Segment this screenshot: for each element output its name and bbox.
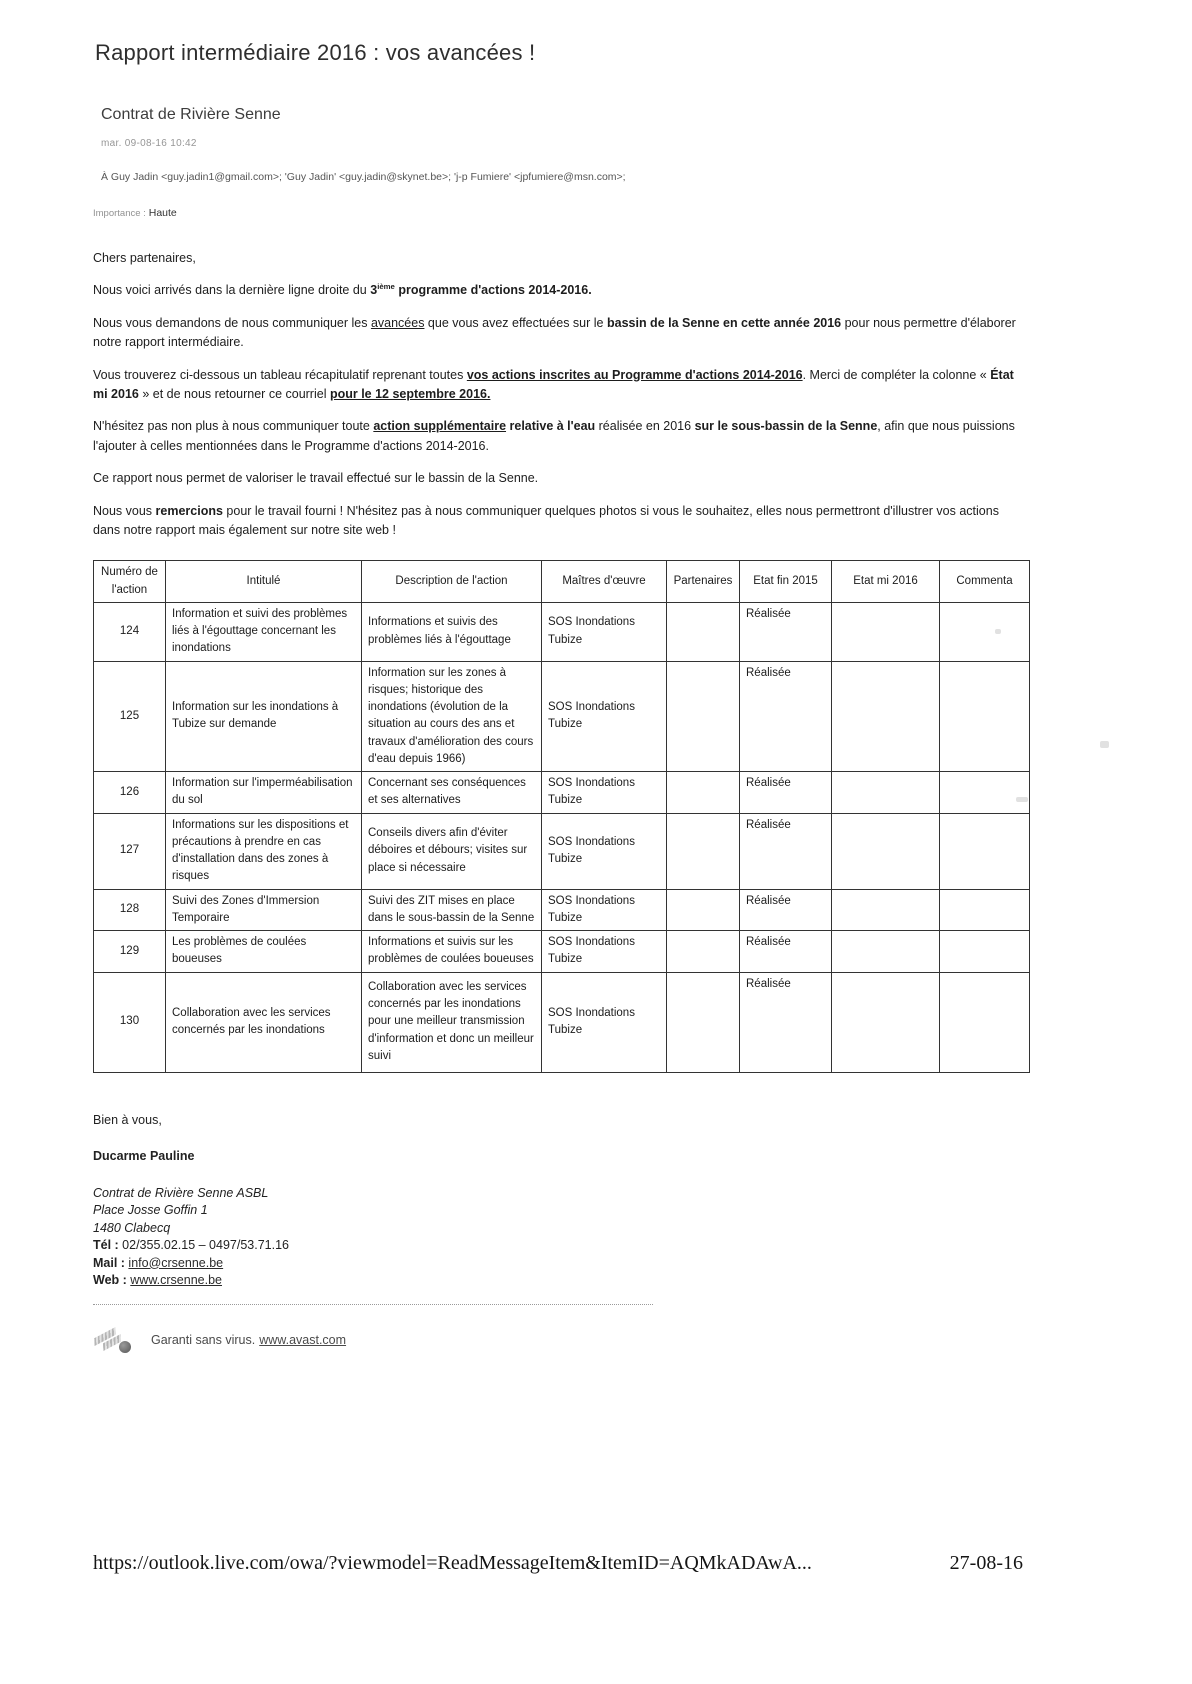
signature-divider (93, 1304, 653, 1305)
table-cell: 127 (94, 813, 166, 889)
table-cell: SOS Inondations Tubize (542, 813, 667, 889)
signature-address-line2: 1480 Clabecq (93, 1220, 171, 1235)
column-header-description: Description de l'action (362, 561, 542, 603)
print-footer-url: https://outlook.live.com/owa/?viewmodel=ReadMessageItem&ItemID=AQMkADAwA... (93, 1552, 812, 1574)
table-cell: Réalisée (740, 813, 832, 889)
column-header-maitres: Maîtres d'œuvre (542, 561, 667, 603)
table-cell: SOS Inondations Tubize (542, 889, 667, 931)
table-cell: SOS Inondations Tubize (542, 931, 667, 973)
table-cell (667, 889, 740, 931)
table-cell: Suivi des Zones d'Immersion Temporaire (166, 889, 362, 931)
email-importance (93, 207, 1033, 219)
table-cell: Collaboration avec les services concernés par les inondations pour une meilleur transmission d'information et donc un meilleur suivi (362, 972, 542, 1072)
importance-label: Importance : (93, 208, 146, 219)
paragraph-greeting: Chers partenaires, (93, 251, 196, 265)
table-cell: SOS Inondations Tubize (542, 972, 667, 1072)
table-header-row (94, 561, 1030, 603)
column-header-etat-mi-2016: Etat mi 2016 (832, 561, 940, 603)
table-cell (667, 602, 740, 661)
signature-phone (93, 1237, 1033, 1255)
table-cell: SOS Inondations Tubize (542, 661, 667, 772)
paragraph-request: Nous vous demandons de nous communiquer les avancées que vous avez effectuées sur le bassin de la Senne en cette année 2016 pour nous permettre d'élaborer notre rapport intermédiaire. (93, 315, 1016, 350)
table-cell: Informations et suivis sur les problèmes de coulées boueuses (362, 931, 542, 973)
table-cell: Informations sur les dispositions et précautions à prendre en cas d'installation dans des zones à risques (166, 813, 362, 889)
signature-name: Ducarme Pauline (93, 1148, 195, 1163)
table-cell: Informations et suivis des problèmes liés à l'égouttage (362, 602, 542, 661)
paragraph-table-info: Vous trouverez ci-dessous un tableau récapitulatif reprenant toutes vos actions inscrites au Programme d'actions 2014-2016. Merci de compléter la colonne « État mi 2016 » et de nous retourner ce courriel pour le 12 septembre 2016. (93, 367, 1014, 402)
table-cell (832, 931, 940, 973)
table-cell: Information sur les zones à risques; historique des inondations (évolution de la situation au cours des ans et travaux d'amélioration des cours d'eau depuis 1966) (362, 661, 542, 772)
signature-org: Contrat de Rivière Senne ASBL (93, 1185, 269, 1200)
mail-label: Mail : (93, 1255, 129, 1270)
antivirus-text: Garanti sans virus. (151, 1332, 256, 1347)
table-cell (940, 972, 1030, 1072)
table-cell: Information et suivi des problèmes liés à l'égouttage concernant les inondations (166, 602, 362, 661)
table-cell (940, 813, 1030, 889)
table-cell: 126 (94, 772, 166, 814)
table-row (94, 602, 1030, 661)
table-cell: 125 (94, 661, 166, 772)
table-cell (832, 972, 940, 1072)
table-cell (667, 813, 740, 889)
scan-artifact (1016, 797, 1028, 802)
column-header-partenaires: Partenaires (667, 561, 740, 603)
table-row (94, 772, 1030, 814)
paragraph-valorisation: Ce rapport nous permet de valoriser le travail effectué sur le bassin de la Senne. (93, 471, 539, 486)
scan-artifact (1100, 741, 1109, 748)
table-cell (832, 889, 940, 931)
table-cell (667, 972, 740, 1072)
table-cell: 124 (94, 602, 166, 661)
table-cell (940, 661, 1030, 772)
email-body (93, 249, 1033, 540)
print-footer (93, 1552, 1023, 1575)
table-row (94, 813, 1030, 889)
table-cell (667, 772, 740, 814)
signature-web (93, 1272, 1033, 1290)
signature-block (93, 1185, 1033, 1290)
paragraph-extra-actions: N'hésitez pas non plus à nous communiquer toute action supplémentaire relative à l'eau réalisée en 2016 sur le sous-bassin de la Senne, afin que nous puissions l'ajouter à celles mentionnées dans le Programme d'actions 2014-2016. (93, 419, 1015, 453)
table-cell: Réalisée (740, 972, 832, 1072)
table-cell (832, 661, 940, 772)
phone-value: 02/355.02.15 – 0497/53.71.16 (118, 1238, 289, 1253)
actions-table (93, 560, 1030, 1072)
signature-closing: Bien à vous, (93, 1112, 162, 1127)
table-cell: Collaboration avec les services concernés par les inondations (166, 972, 362, 1072)
avast-logo-icon (93, 1327, 135, 1353)
table-cell (832, 772, 940, 814)
table-cell: Information sur l'imperméabilisation du sol (166, 772, 362, 814)
scan-artifact (995, 629, 1001, 634)
antivirus-banner (93, 1327, 1033, 1353)
column-header-intitule: Intitulé (166, 561, 362, 603)
table-cell: Réalisée (740, 931, 832, 973)
table-cell: Réalisée (740, 661, 832, 772)
web-label: Web : (93, 1273, 131, 1288)
column-header-numero: Numéro de l'action (94, 561, 166, 603)
table-cell (940, 889, 1030, 931)
phone-label: Tél : (93, 1238, 119, 1253)
table-cell (940, 602, 1030, 661)
table-row (94, 889, 1030, 931)
table-row (94, 931, 1030, 973)
paragraph-intro: Nous voici arrivés dans la dernière ligne droite du 3ième programme d'actions 2014-2016. (93, 282, 592, 298)
table-cell: Réalisée (740, 772, 832, 814)
email-recipients: À Guy Jadin <guy.jadin1@gmail.com>; 'Guy Jadin' <guy.jadin@skynet.be>; 'j-p Fumiere' <jpfumiere@msn.com>; (101, 171, 626, 183)
table-row (94, 972, 1030, 1072)
table-cell: 130 (94, 972, 166, 1072)
paragraph-thanks: Nous vous remercions pour le travail fourni ! N'hésitez pas à nous communiquer quelques photos si vous le souhaitez, elles nous permettront d'illustrer vos actions dans notre rapport mais également sur notre site web ! (93, 503, 999, 537)
mail-link[interactable]: info@crsenne.be (128, 1255, 224, 1270)
importance-value: Haute (148, 207, 177, 219)
print-footer-date: 27-08-16 (949, 1552, 1023, 1574)
column-header-commentaires: Commenta (940, 561, 1030, 603)
table-cell: 128 (94, 889, 166, 931)
web-link[interactable]: www.crsenne.be (130, 1273, 222, 1288)
table-cell (832, 813, 940, 889)
table-cell: Les problèmes de coulées boueuses (166, 931, 362, 973)
table-cell: SOS Inondations Tubize (542, 772, 667, 814)
table-cell: SOS Inondations Tubize (542, 602, 667, 661)
table-row (94, 661, 1030, 772)
page-title: Rapport intermédiaire 2016 : vos avancées ! (95, 40, 536, 65)
table-cell (940, 772, 1030, 814)
email-date: mar. 09-08-16 10:42 (101, 138, 197, 149)
table-cell: Information sur les inondations à Tubize sur demande (166, 661, 362, 772)
table-cell: 129 (94, 931, 166, 973)
sender-name: Contrat de Rivière Senne (101, 106, 281, 123)
avast-link[interactable]: www.avast.com (259, 1332, 347, 1347)
table-cell (832, 602, 940, 661)
signature-mail (93, 1255, 1033, 1273)
table-cell (940, 931, 1030, 973)
table-cell: Suivi des ZIT mises en place dans le sous-bassin de la Senne (362, 889, 542, 931)
table-cell (667, 661, 740, 772)
table-cell: Réalisée (740, 602, 832, 661)
column-header-etat-fin-2015: Etat fin 2015 (740, 561, 832, 603)
signature-address-line1: Place Josse Goffin 1 (93, 1203, 208, 1218)
table-cell: Conseils divers afin d'éviter déboires et débours; visites sur place si nécessaire (362, 813, 542, 889)
table-cell: Concernant ses conséquences et ses alternatives (362, 772, 542, 814)
table-cell (667, 931, 740, 973)
table-cell: Réalisée (740, 889, 832, 931)
